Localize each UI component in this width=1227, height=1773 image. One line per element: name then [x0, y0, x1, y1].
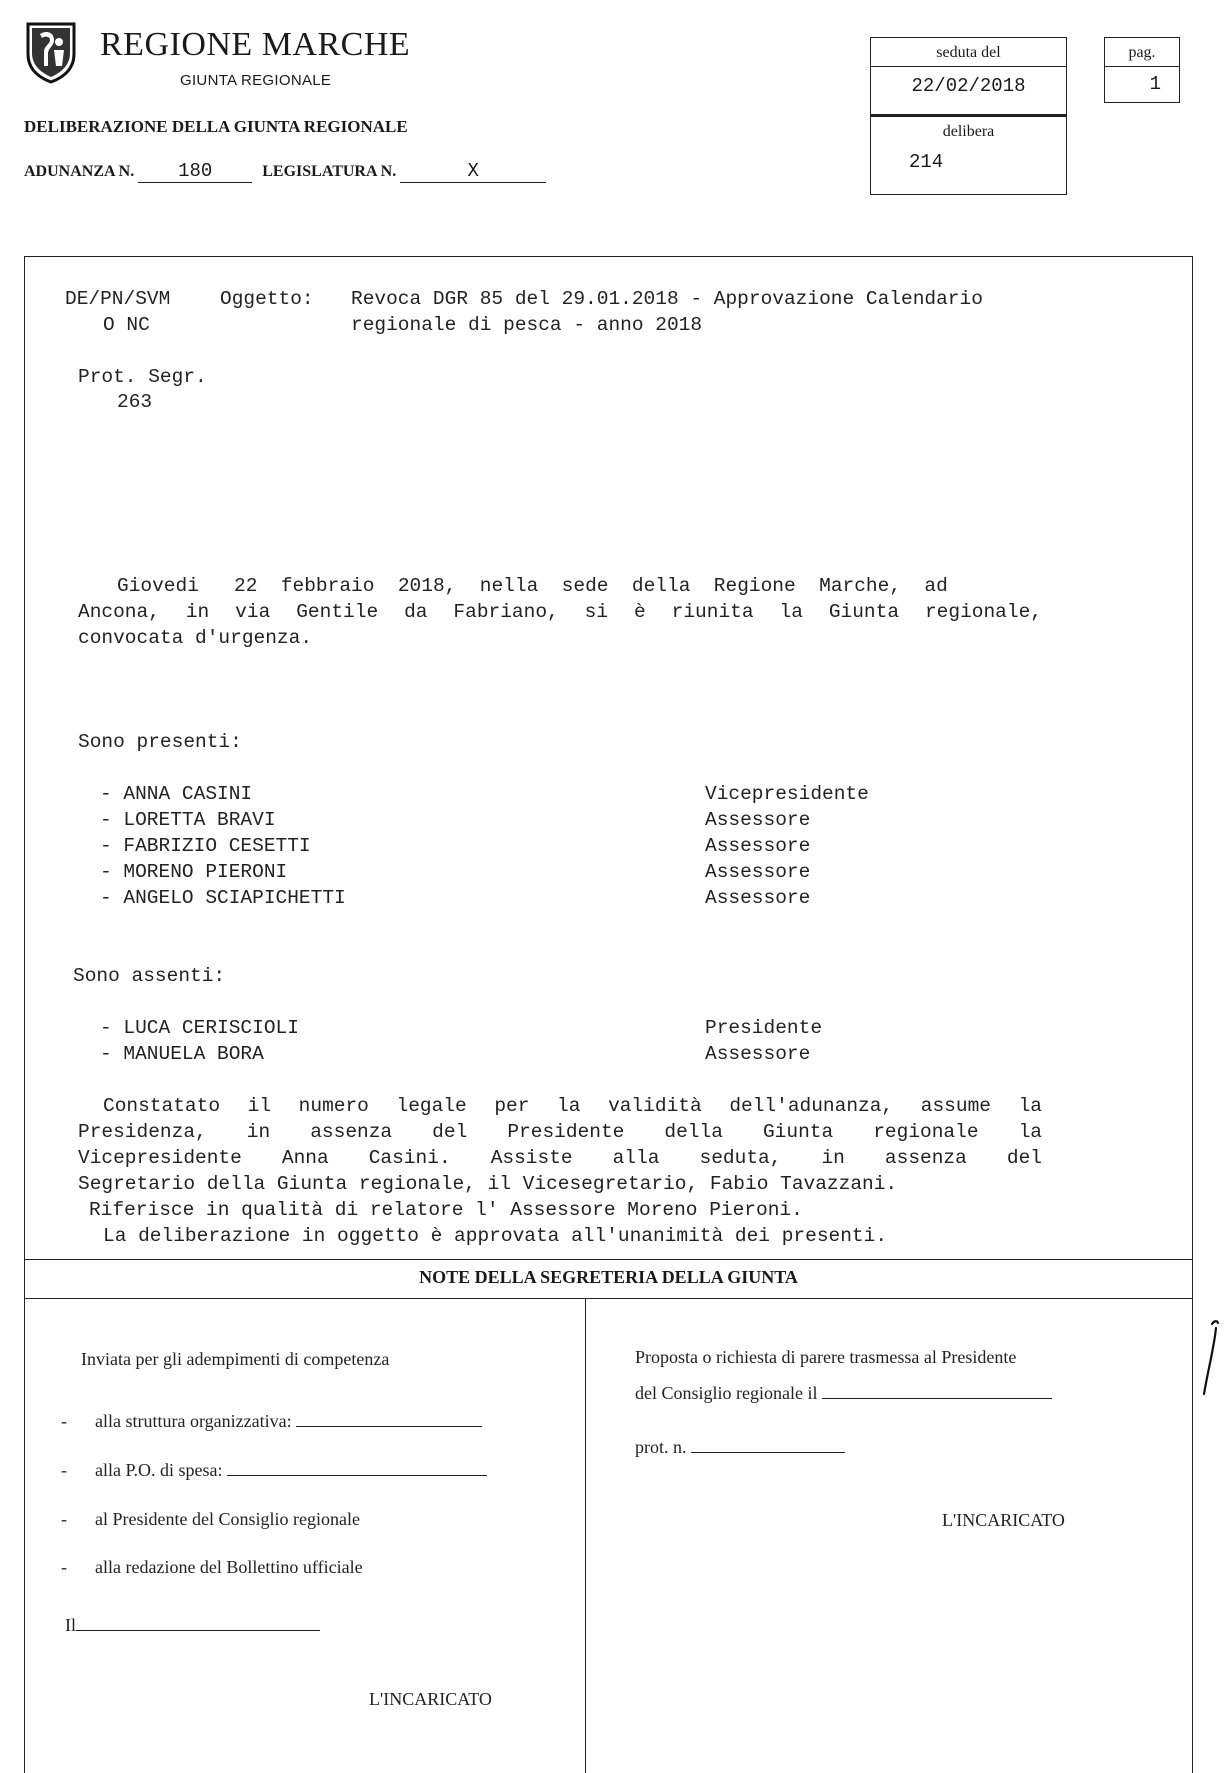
member-role: Presidente [705, 1017, 823, 1039]
adunanza-line [24, 160, 546, 183]
member-role: Assessore [705, 887, 811, 909]
member-name: - FABRIZIO CESETTI [100, 835, 311, 857]
notes-item: - alla P.O. di spesa: [61, 1460, 487, 1481]
closing-line-2: Presidenza, in assenza del Presidente della Giunta regionale la [78, 1121, 1042, 1143]
member-name: - ANNA CASINI [100, 783, 253, 805]
page-number: 1 [1149, 73, 1161, 95]
absent-label: Sono assenti: [73, 965, 226, 987]
member-role: Vicepresidente [705, 783, 869, 805]
notes-item: - alla struttura organizzativa: [61, 1411, 482, 1432]
member-role: Assessore [705, 861, 811, 883]
oggetto-label: Oggetto: [220, 288, 314, 310]
delibera-label: delibera [942, 123, 995, 140]
oggetto-line-2: regionale di pesca - anno 2018 [351, 314, 703, 336]
notes-date-line: Il [65, 1615, 320, 1636]
closing-line-3: Vicepresidente Anna Casini. Assiste alla seduta, in assenza del [78, 1147, 1042, 1169]
divider [25, 1298, 1192, 1299]
adunanza-number: 180 [138, 160, 252, 183]
member-name: - MORENO PIERONI [100, 861, 288, 883]
seduta-label: seduta del [936, 44, 1001, 61]
office-code-sub: O NC [103, 314, 150, 336]
notes-right-prot: prot. n. [635, 1437, 845, 1458]
member-role: Assessore [705, 835, 811, 857]
member-role: Assessore [705, 1043, 811, 1065]
legislatura-number: X [400, 160, 546, 183]
notes-item: - al Presidente del Consiglio regionale [61, 1509, 360, 1529]
member-role: Assessore [705, 809, 811, 831]
closing-line-1: Constatato il numero legale per la validità dell'adunanza, assume la [103, 1095, 1042, 1117]
pen-mark [1198, 1318, 1222, 1398]
page-label: pag. [1128, 44, 1156, 61]
page-box [1104, 37, 1180, 103]
seduta-date: 22/02/2018 [911, 75, 1026, 97]
document-type: DELIBERAZIONE DELLA GIUNTA REGIONALE [24, 117, 408, 136]
delibera-box [870, 114, 1067, 195]
closing-line-5: Riferisce in qualità di relatore l' Assessore Moreno Pieroni. [89, 1199, 803, 1221]
notes-item: - alla redazione del Bollettino ufficiale [61, 1557, 363, 1577]
notes-right-line-1: Proposta o richiesta di parere trasmessa al Presidente [635, 1347, 1017, 1367]
notes-left-intro: Inviata per gli adempimenti di competenza [81, 1349, 390, 1369]
intro-line-1: Giovedi 22 febbraio 2018, nella sede della Regione Marche, ad [117, 575, 948, 597]
intro-line-2: Ancona, in via Gentile da Fabriano, si è riunita la Giunta regionale, [78, 601, 1042, 623]
org-name: REGIONE MARCHE [100, 26, 411, 63]
notes-left-signature: L'INCARICATO [369, 1689, 492, 1709]
present-label: Sono presenti: [78, 731, 242, 753]
closing-line-6: La deliberazione in oggetto è approvata all'unanimità dei presenti. [103, 1225, 888, 1247]
column-divider [585, 1299, 586, 1773]
intro-line-3: convocata d'urgenza. [78, 627, 313, 649]
prot-label: Prot. Segr. [78, 366, 207, 388]
office-code: DE/PN/SVM [65, 288, 171, 310]
delibera-number: 214 [909, 151, 944, 173]
closing-line-4: Segretario della Giunta regionale, il Vicesegretario, Fabio Tavazzani. [78, 1173, 898, 1195]
member-name: - LORETTA BRAVI [100, 809, 276, 831]
notes-right-signature: L'INCARICATO [942, 1510, 1065, 1530]
member-name: - ANGELO SCIAPICHETTI [100, 887, 346, 909]
prot-value: 263 [117, 391, 153, 413]
deliberation-frame [24, 256, 1193, 1773]
seduta-box [870, 37, 1067, 116]
notes-title: NOTE DELLA SEGRETERIA DELLA GIUNTA [419, 1267, 798, 1287]
oggetto-line-1: Revoca DGR 85 del 29.01.2018 - Approvazione Calendario [351, 288, 983, 310]
org-subtitle: GIUNTA REGIONALE [180, 72, 332, 89]
regione-marche-logo [24, 20, 78, 84]
member-name: - MANUELA BORA [100, 1043, 264, 1065]
divider [25, 1259, 1192, 1260]
notes-right-line-2: del Consiglio regionale il [635, 1383, 1052, 1404]
legislatura-label: LEGISLATURA N. [262, 163, 397, 180]
adunanza-label: ADUNANZA N. [24, 163, 135, 180]
member-name: - LUCA CERISCIOLI [100, 1017, 299, 1039]
